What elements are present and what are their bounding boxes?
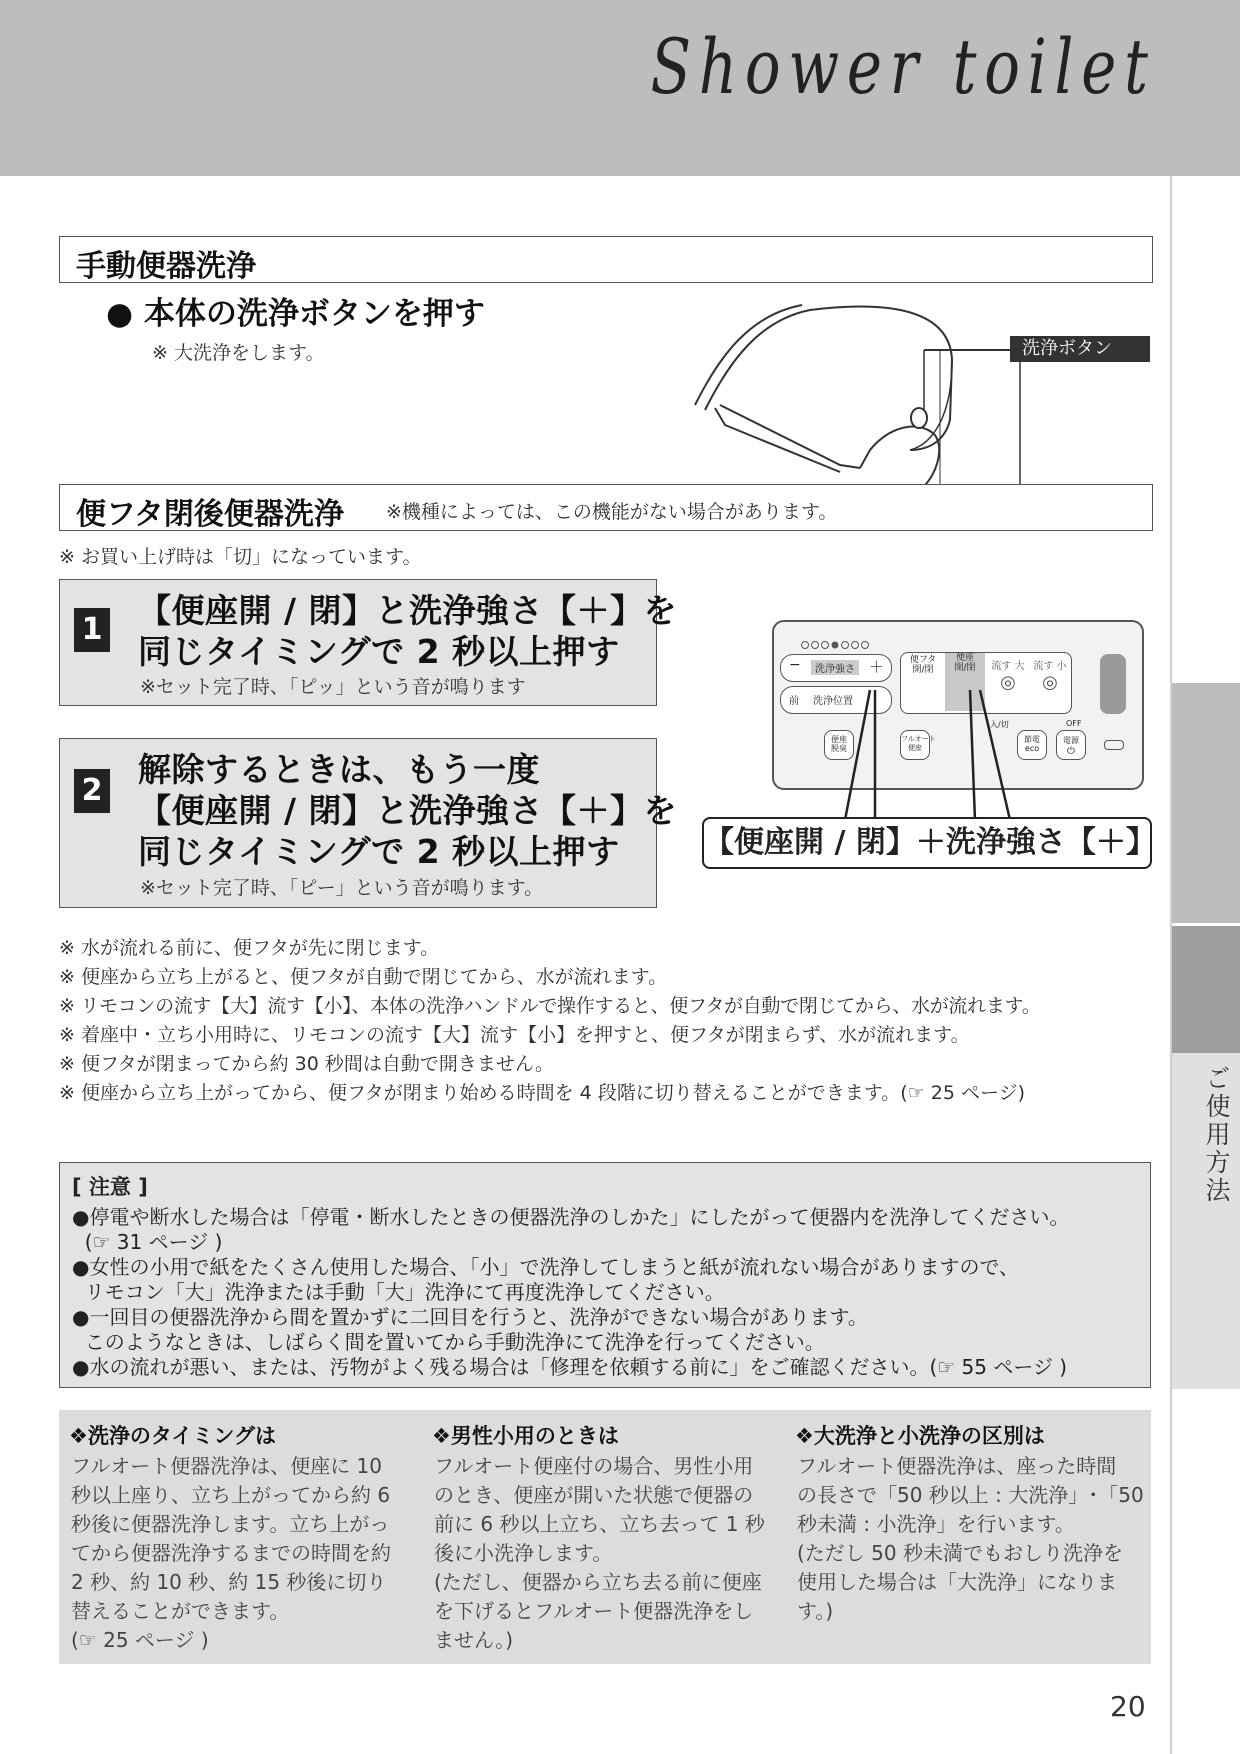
tip-line: (☞ 25 ページ ) <box>71 1628 209 1652</box>
side-tab-block <box>1172 683 1240 923</box>
purchase-note: ※ お買い上げ時は「切」になっています。 <box>59 546 422 568</box>
off-label: OFF <box>1066 719 1082 728</box>
note-line: ※ 便座から立ち上がると、便フタが自動で閉じてから、水が流れます。 <box>59 966 668 988</box>
tip-line: てから便器洗浄するまでの時間を約 <box>71 1541 391 1565</box>
note-line: ※ 便フタが閉まってから約 30 秒間は自動で開きません。 <box>59 1053 555 1075</box>
remote-display <box>1100 654 1126 714</box>
flush-button-callout-line <box>924 349 1010 351</box>
tip-line: 使用した場合は「大洗浄」になりま <box>797 1570 1117 1594</box>
step-2-box <box>59 738 678 908</box>
tip-line: フルオート便座付の場合、男性小用 <box>434 1454 754 1478</box>
strength-minus-button[interactable]: − <box>789 657 801 673</box>
caution-title: [ 注意 ] <box>72 1175 148 1199</box>
eco-button[interactable]: 節電 eco <box>1017 730 1047 760</box>
tip-line: (ただし 50 秒未満でもおしり洗浄を <box>797 1541 1123 1565</box>
note-line: ※ 便座から立ち上がってから、便フタが閉まり始める時間を 4 段階に切り替えることができます。(☞ 25 ページ) <box>59 1082 1026 1104</box>
power-button[interactable]: 電源 ⏻ <box>1056 730 1086 760</box>
remote-pointer-lines <box>800 685 1030 825</box>
caution-line: ●停電や断水した場合は「停電・断水したときの便器洗浄のしかた」にしたがって便器内を洗浄してください。 <box>72 1205 1070 1229</box>
fullauto-seat-button[interactable]: フルオート 便座 <box>900 730 930 760</box>
swirl-icon: ◎ <box>1042 672 1058 693</box>
tip-line: フルオート便器洗浄は、便座に 10 <box>71 1454 383 1478</box>
sensor-icon <box>1104 740 1124 750</box>
tip-line: 後に小洗浄します。 <box>434 1541 613 1565</box>
tip-line: 替えることができます。 <box>71 1599 290 1623</box>
section-title-note: ※機種によっては、この機能がない場合があります。 <box>386 501 838 523</box>
caution-line: ●水の流れが悪い、または、汚物がよく残る場合は「修理を依頼する前に」をご確認ください。(☞ 55 ページ ) <box>72 1355 1068 1379</box>
section1-note: ※ 大洗浄をします。 <box>152 342 325 364</box>
remote-button-combo-label: 【便座開 / 閉】＋洗浄強さ【＋】 <box>702 817 1152 869</box>
flush-big-button[interactable]: 流す 大 ◎ <box>989 657 1027 693</box>
tip-line: す。) <box>797 1599 834 1623</box>
tip-line: (ただし、便器から立ち去る前に便座 <box>434 1570 762 1594</box>
caution-line: ●一回目の便器洗浄から間を置かずに二回目を行うと、洗浄ができない場合があります。 <box>72 1305 868 1329</box>
brand-logo: Shower toilet <box>650 22 1156 111</box>
step-number: 1 <box>74 608 110 652</box>
toilet-body-illustration <box>690 300 1160 485</box>
caution-line: リモコン「大」洗浄または手動「大」洗浄にて再度洗浄してください。 <box>72 1280 725 1304</box>
flush-button-icon[interactable] <box>911 408 927 428</box>
tip-line: 2 秒、約 10 秒、約 15 秒後に切り <box>71 1570 387 1594</box>
note-line: ※ リモコンの流す【大】流す【小】、本体の洗浄ハンドルで操作すると、便フタが自動で閉じてから、水が流れます。 <box>59 995 1041 1017</box>
power-icon: ⏻ <box>1067 746 1075 757</box>
tip-line: の長さで「50 秒以上 : 大洗浄」･「50 <box>797 1483 1144 1507</box>
note-line: ※ 水が流れる前に、便フタが先に閉じます。 <box>59 937 440 959</box>
tip-line: フルオート便器洗浄は、座った時間 <box>797 1454 1117 1478</box>
deodorize-button[interactable]: 便座 脱臭 <box>824 730 854 760</box>
caution-line: (☞ 31 ページ ) <box>72 1230 223 1254</box>
tip-title: ❖男性小用のときは <box>432 1424 619 1448</box>
step-note: ※セット完了時、「ピッ」という音が鳴ります <box>140 676 526 698</box>
strength-plus-button[interactable]: ＋ <box>869 658 885 676</box>
tip-title: ❖大洗浄と小洗浄の区別は <box>795 1424 1045 1448</box>
strength-indicator-icon <box>800 640 870 650</box>
step-instruction: 同じタイミングで 2 秒以上押す <box>138 832 620 871</box>
tip-line: ません。) <box>434 1628 514 1652</box>
step-note: ※セット完了時、「ピー」という音が鳴ります。 <box>140 877 544 899</box>
tip-title: ❖洗浄のタイミングは <box>69 1424 276 1448</box>
tip-line: 前に 6 秒以上立ち、立ち去って 1 秒 <box>434 1512 765 1536</box>
position-front-button[interactable]: 前 <box>789 696 799 707</box>
lid-open-close-button[interactable]: 便フタ 開/閉 <box>909 655 937 675</box>
strength-control <box>780 654 892 682</box>
section-title-text: 手動便器洗浄 <box>76 249 256 284</box>
onoff-label: 入/切 <box>990 720 1009 729</box>
tips-panel <box>59 1410 1151 1664</box>
seat-open-close-button[interactable]: 便座 開/閉 <box>945 653 985 711</box>
side-tab-label[interactable]: ご使用方法 <box>1202 1065 1231 1205</box>
caution-box <box>59 1162 1151 1388</box>
step-instruction: 解除するときは、もう一度 <box>138 750 540 789</box>
note-line: ※ 着座中・立ち小用時に、リモコンの流す【大】流す【小】を押すと、便フタが閉まらず、水が流れます。 <box>59 1024 970 1046</box>
tip-line: 秒後に便器洗浄します。立ち上がっ <box>71 1512 390 1536</box>
section-title-manual-flush <box>59 236 1153 283</box>
page-number: 20 <box>1110 1690 1146 1723</box>
tip-line: 秒未満 : 小洗浄」を行います。 <box>797 1512 1075 1536</box>
tip-line: のとき、便座が開いた状態で便器の <box>434 1483 754 1507</box>
strength-label: 洗浄強さ <box>811 660 859 675</box>
swirl-icon: ◎ <box>1000 672 1016 693</box>
section1-heading: ● 本体の洗浄ボタンを押す <box>106 296 485 332</box>
step-instruction: 同じタイミングで 2 秒以上押す <box>138 632 620 671</box>
step-number: 2 <box>74 769 110 813</box>
position-label: 洗浄位置 <box>813 696 853 707</box>
tip-line: を下げるとフルオート便器洗浄をし <box>434 1599 754 1623</box>
section-title-lid-close-flush <box>59 484 1153 531</box>
step-1-box <box>59 579 678 706</box>
flush-button-callout: 洗浄ボタン <box>1010 336 1150 362</box>
caution-line: ●女性の小用で紙をたくさん使用した場合、「小」で洗浄してしまうと紙が流れない場合がありますので、 <box>72 1255 1020 1279</box>
tip-line: 秒以上座り、立ち上がってから約 6 <box>71 1483 391 1507</box>
step-instruction: 【便座開 / 閉】と洗浄強さ【＋】を <box>138 791 678 830</box>
step-instruction: 【便座開 / 閉】と洗浄強さ【＋】を <box>138 591 678 630</box>
section-title-text: 便フタ閉後便器洗浄 <box>76 497 344 532</box>
flush-small-button[interactable]: 流す 小 ◎ <box>1031 657 1069 693</box>
caution-line: このようなときは、しばらく間を置いてから手動洗浄にて洗浄を行ってください。 <box>72 1330 825 1354</box>
side-tab-active <box>1172 926 1240 1053</box>
